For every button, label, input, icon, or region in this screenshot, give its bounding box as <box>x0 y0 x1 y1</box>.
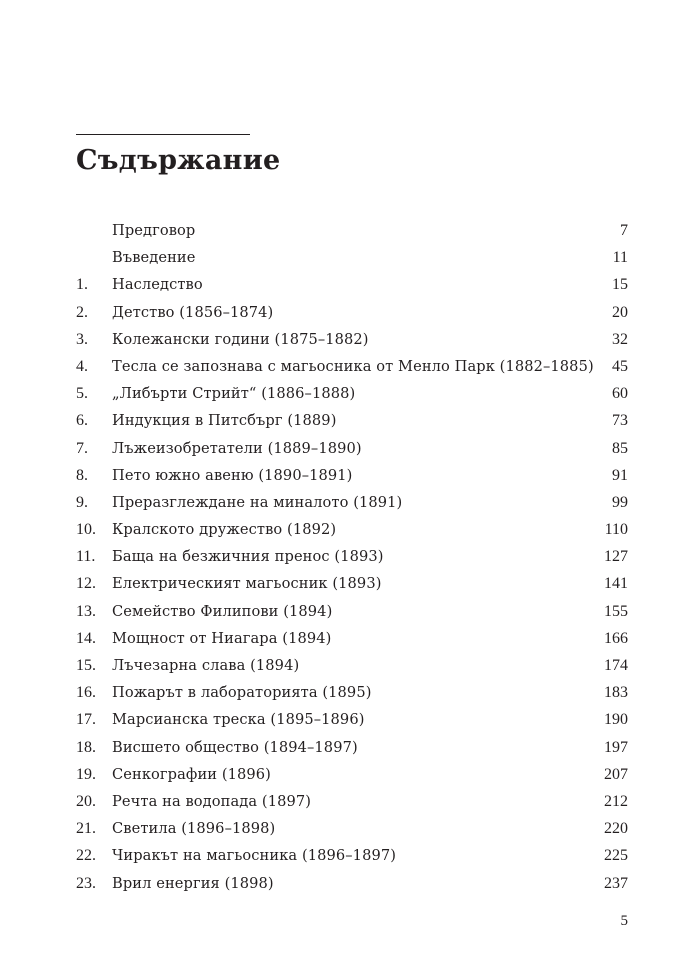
toc-entry-title: Баща на безжичния пренос (1893) <box>112 548 384 566</box>
toc-entry-page: 212 <box>604 792 628 810</box>
toc-entry-title: Предговор <box>112 222 196 239</box>
toc-entry-number: 14. <box>76 629 96 647</box>
toc-entry-page: 91 <box>612 466 628 484</box>
heading-rule <box>76 134 250 135</box>
toc-entry <box>76 516 628 543</box>
toc-entry-number: 22. <box>76 847 96 865</box>
toc-entry-number: 7. <box>76 439 88 457</box>
toc-entry <box>76 788 628 815</box>
toc-entry-page: 174 <box>604 657 628 674</box>
toc-entry-page: 207 <box>604 765 628 783</box>
toc-entry-page: 237 <box>604 874 628 892</box>
toc-entry-title: „Либърти Стрийт“ (1886–1888) <box>112 385 356 403</box>
toc-entry-page: 110 <box>604 521 628 539</box>
toc-entry-title: Електрическият магьосник (1893) <box>112 575 382 593</box>
toc-entry-page: 99 <box>612 493 628 511</box>
page-number: 5 <box>620 913 628 929</box>
toc-entry-number: 21. <box>76 820 96 838</box>
toc-entry <box>76 842 628 869</box>
toc-entry <box>76 570 628 597</box>
toc-entry-page: 85 <box>612 439 628 457</box>
toc-entry-title: Светила (1896–1898) <box>112 820 276 838</box>
toc-entry-title: Колежански години (1875–1882) <box>112 330 369 348</box>
toc-entry-title: Кралското дружество (1892) <box>112 521 337 539</box>
toc-entry <box>76 217 628 244</box>
toc-entry-page: 127 <box>604 548 628 566</box>
toc-entry-number: 9. <box>76 493 88 511</box>
toc-entry-title: Преразглеждане на миналото (1891) <box>112 493 403 511</box>
toc-entry-number: 16. <box>76 684 96 702</box>
toc-entry-title: Семейство Филипови (1894) <box>112 602 333 620</box>
toc-entry-page: 7 <box>620 222 628 239</box>
toc-entry-page: 15 <box>612 276 628 294</box>
toc-entry-title: Индукция в Питсбърг (1889) <box>112 412 337 430</box>
toc-entry <box>76 679 628 706</box>
toc-entry <box>76 353 628 380</box>
toc-entry-title: Наследство <box>112 276 203 294</box>
toc-entry-number: 19. <box>76 765 96 783</box>
toc-entry-page: 141 <box>604 575 628 593</box>
toc-entry-number: 8. <box>76 466 88 484</box>
toc-entry-title: Сенкографии (1896) <box>112 765 271 783</box>
toc-entry-page: 220 <box>604 820 628 838</box>
toc-entry-page: 183 <box>604 684 628 702</box>
toc-entry <box>76 489 628 516</box>
toc-entry <box>76 706 628 733</box>
toc-entry-title: Висшето общество (1894–1897) <box>112 738 358 756</box>
toc-entry-number: 4. <box>76 357 88 375</box>
toc-entry-number: 3. <box>76 330 88 348</box>
toc-entry <box>76 761 628 788</box>
toc-entry-title: Пожарът в лабораторията (1895) <box>112 684 372 702</box>
toc-entry-number: 10. <box>76 521 96 539</box>
toc-entry <box>76 598 628 625</box>
toc-entry-number: 2. <box>76 303 88 321</box>
toc-entry <box>76 244 628 271</box>
toc-entry-title: Пето южно авеню (1890–1891) <box>112 466 353 484</box>
toc-entry <box>76 407 628 434</box>
toc-entry-number: 23. <box>76 874 96 892</box>
toc-entry <box>76 326 628 353</box>
toc-entry-title: Марсианска треска (1895–1896) <box>112 711 365 729</box>
toc-entry-title: Речта на водопада (1897) <box>112 792 312 810</box>
toc-entry-page: 60 <box>612 385 628 403</box>
toc-entry-page: 225 <box>604 847 628 865</box>
toc-entry-page: 197 <box>604 738 628 756</box>
toc-entry-title: Лъжеизобретатели (1889–1890) <box>112 439 362 457</box>
toc-entry-number: 17. <box>76 711 96 729</box>
toc-entry <box>76 299 628 326</box>
toc-entry <box>76 870 628 897</box>
toc-entry-number: 15. <box>76 657 96 674</box>
toc-entry-number: 11. <box>76 548 96 566</box>
toc-entry-page: 190 <box>604 711 628 729</box>
toc-entry <box>76 543 628 570</box>
toc-entry-title: Врил енергия (1898) <box>112 874 274 892</box>
toc-entry-title: Тесла се запознава с магьосника от Менло Парк (1882–1885) <box>112 357 594 375</box>
toc-entry <box>76 815 628 842</box>
toc-entry-page: 155 <box>604 602 628 620</box>
toc-entry-number: 20. <box>76 792 96 810</box>
toc-entry-number: 5. <box>76 385 88 403</box>
page-title: Съдържание <box>76 145 281 176</box>
toc-entry <box>76 734 628 761</box>
table-of-contents <box>76 217 628 897</box>
toc-entry-page: 11 <box>612 249 628 267</box>
toc-entry-title: Мощност от Ниагара (1894) <box>112 629 332 647</box>
toc-entry-title: Въведение <box>112 249 196 267</box>
toc-entry-title: Чиракът на магьосника (1896–1897) <box>112 847 397 865</box>
toc-entry-number: 1. <box>76 276 88 294</box>
toc-entry-title: Детство (1856–1874) <box>112 303 274 321</box>
toc-entry-number: 12. <box>76 575 96 593</box>
toc-entry <box>76 462 628 489</box>
toc-entry-title: Лъчезарна слава (1894) <box>112 657 300 674</box>
toc-entry-number: 6. <box>76 412 88 430</box>
toc-entry <box>76 380 628 407</box>
toc-entry <box>76 435 628 462</box>
toc-entry-page: 32 <box>612 330 628 348</box>
toc-entry-page: 45 <box>612 357 628 375</box>
toc-entry-page: 166 <box>604 629 628 647</box>
toc-entry-number: 18. <box>76 738 96 756</box>
toc-entry-page: 73 <box>612 412 628 430</box>
toc-entry-page: 20 <box>612 303 628 321</box>
toc-entry <box>76 652 628 679</box>
toc-entry <box>76 271 628 298</box>
toc-entry-number: 13. <box>76 602 96 620</box>
toc-entry <box>76 625 628 652</box>
